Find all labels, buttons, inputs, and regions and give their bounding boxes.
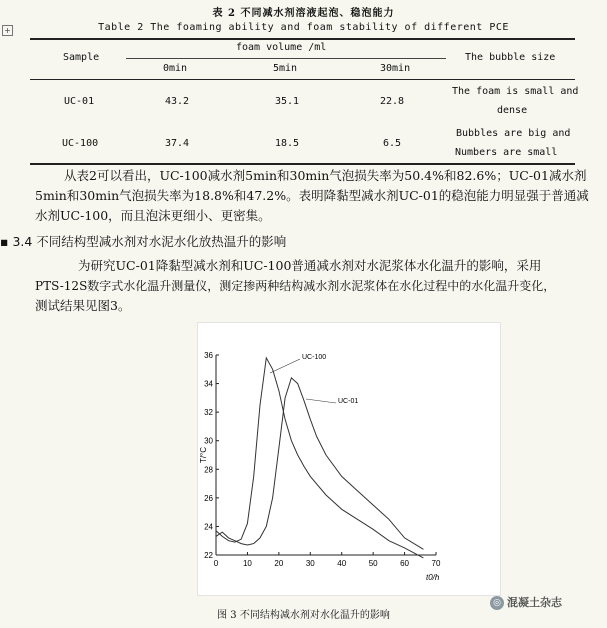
x-axis-label: t0/h xyxy=(426,573,440,582)
table-anchor-icon[interactable]: + xyxy=(2,25,13,36)
series-label-uc-100: UC-100 xyxy=(302,354,327,361)
table-title-zh: 表 2 不同减水剂溶液起泡、稳泡能力 xyxy=(212,8,395,19)
x-tick-label: 50 xyxy=(368,559,378,568)
table-top-rule xyxy=(30,38,575,40)
row1-bubble-size-line2: dense xyxy=(497,105,528,116)
row2-5min: 18.5 xyxy=(275,138,300,149)
header-0min: 0min xyxy=(163,63,188,74)
row2-0min: 37.4 xyxy=(165,138,190,149)
row2-30min: 6.5 xyxy=(383,138,402,149)
x-tick-label: 10 xyxy=(242,559,252,568)
row2-bubble-size-line2: Numbers are small xyxy=(455,147,558,158)
y-tick-label: 24 xyxy=(204,522,213,532)
x-tick-label: 60 xyxy=(400,559,410,568)
paragraph1-line2: 5min和30min气泡损失率为18.8%和47.2%。表明降黏型减水剂UC-01的稳泡能力明显强于普通减 xyxy=(35,188,589,203)
paragraph1-line3: 水剂UC-100，而且泡沫更细小、更密集。 xyxy=(35,208,271,223)
paragraph2-line2: PTS-12S数字式水化温升测量仪，测定掺两种结构减水剂水泥浆体在水化过程中的水化温升变化， xyxy=(35,279,556,293)
row1-5min: 35.1 xyxy=(275,96,300,107)
row2-bubble-size-line1: Bubbles are big and xyxy=(456,128,571,139)
y-axis-label: T/°C xyxy=(199,446,208,464)
x-tick-label: 30 xyxy=(305,559,315,568)
y-tick-label: 32 xyxy=(204,408,213,418)
row2-sample: UC-100 xyxy=(62,138,99,149)
table-header-subrule xyxy=(126,58,446,59)
chart-svg xyxy=(198,323,500,595)
y-tick-label: 30 xyxy=(204,436,213,446)
header-5min: 5min xyxy=(273,63,298,74)
y-tick-label: 28 xyxy=(204,465,213,475)
table-title-en: Table 2 The foaming ability and foam stability of different PCE xyxy=(98,22,509,33)
series-line-uc-100 xyxy=(216,358,423,558)
x-tick-label: 0 xyxy=(213,559,219,568)
logo-icon: ◎ xyxy=(490,596,504,610)
y-tick-label: 22 xyxy=(204,551,213,560)
heading-bullet-icon: ▪ xyxy=(0,234,13,249)
row1-sample: UC-01 xyxy=(64,96,95,107)
x-tick-label: 70 xyxy=(431,559,441,568)
publisher-logo: ◎ 混凝土杂志 xyxy=(490,594,562,610)
row1-30min: 22.8 xyxy=(380,96,405,107)
section-heading: ▪ 3.4 不同结构型减水剂对水泥水化放热温升的影响 xyxy=(0,234,287,249)
paragraph2-line1: 为研究UC-01降黏型减水剂和UC-100普通减水剂对水泥浆体水化温升的影响，采用 xyxy=(78,258,542,273)
figure-caption: 图 3 不同结构减水剂对水化温升的影响 xyxy=(217,610,390,621)
table-bottom-rule xyxy=(30,163,575,165)
y-tick-label: 26 xyxy=(204,493,213,503)
x-tick-label: 40 xyxy=(337,559,347,568)
y-tick-label: 34 xyxy=(204,379,213,389)
row1-bubble-size-line1: The foam is small and xyxy=(452,86,579,97)
table-header-rule xyxy=(30,79,575,80)
series-leader-uc-01 xyxy=(306,399,336,403)
paragraph1-line1: 从表2可以看出，UC-100减水剂5min和30min气泡损失率为50.4%和82.6%；UC-01减水剂 xyxy=(64,168,587,183)
header-sample: Sample xyxy=(63,52,100,63)
x-tick-label: 20 xyxy=(274,559,284,568)
series-label-uc-01: UC-01 xyxy=(338,398,359,405)
paragraph2-line3: 测试结果见图3。 xyxy=(35,298,131,313)
header-30min: 30min xyxy=(380,63,411,74)
series-leader-uc-100 xyxy=(270,359,300,373)
row1-0min: 43.2 xyxy=(165,96,190,107)
header-foam-volume: foam volume /ml xyxy=(236,42,327,53)
y-tick-label: 36 xyxy=(204,351,213,360)
figure-3-chart xyxy=(197,322,501,596)
header-bubble-size: The bubble size xyxy=(465,52,556,63)
